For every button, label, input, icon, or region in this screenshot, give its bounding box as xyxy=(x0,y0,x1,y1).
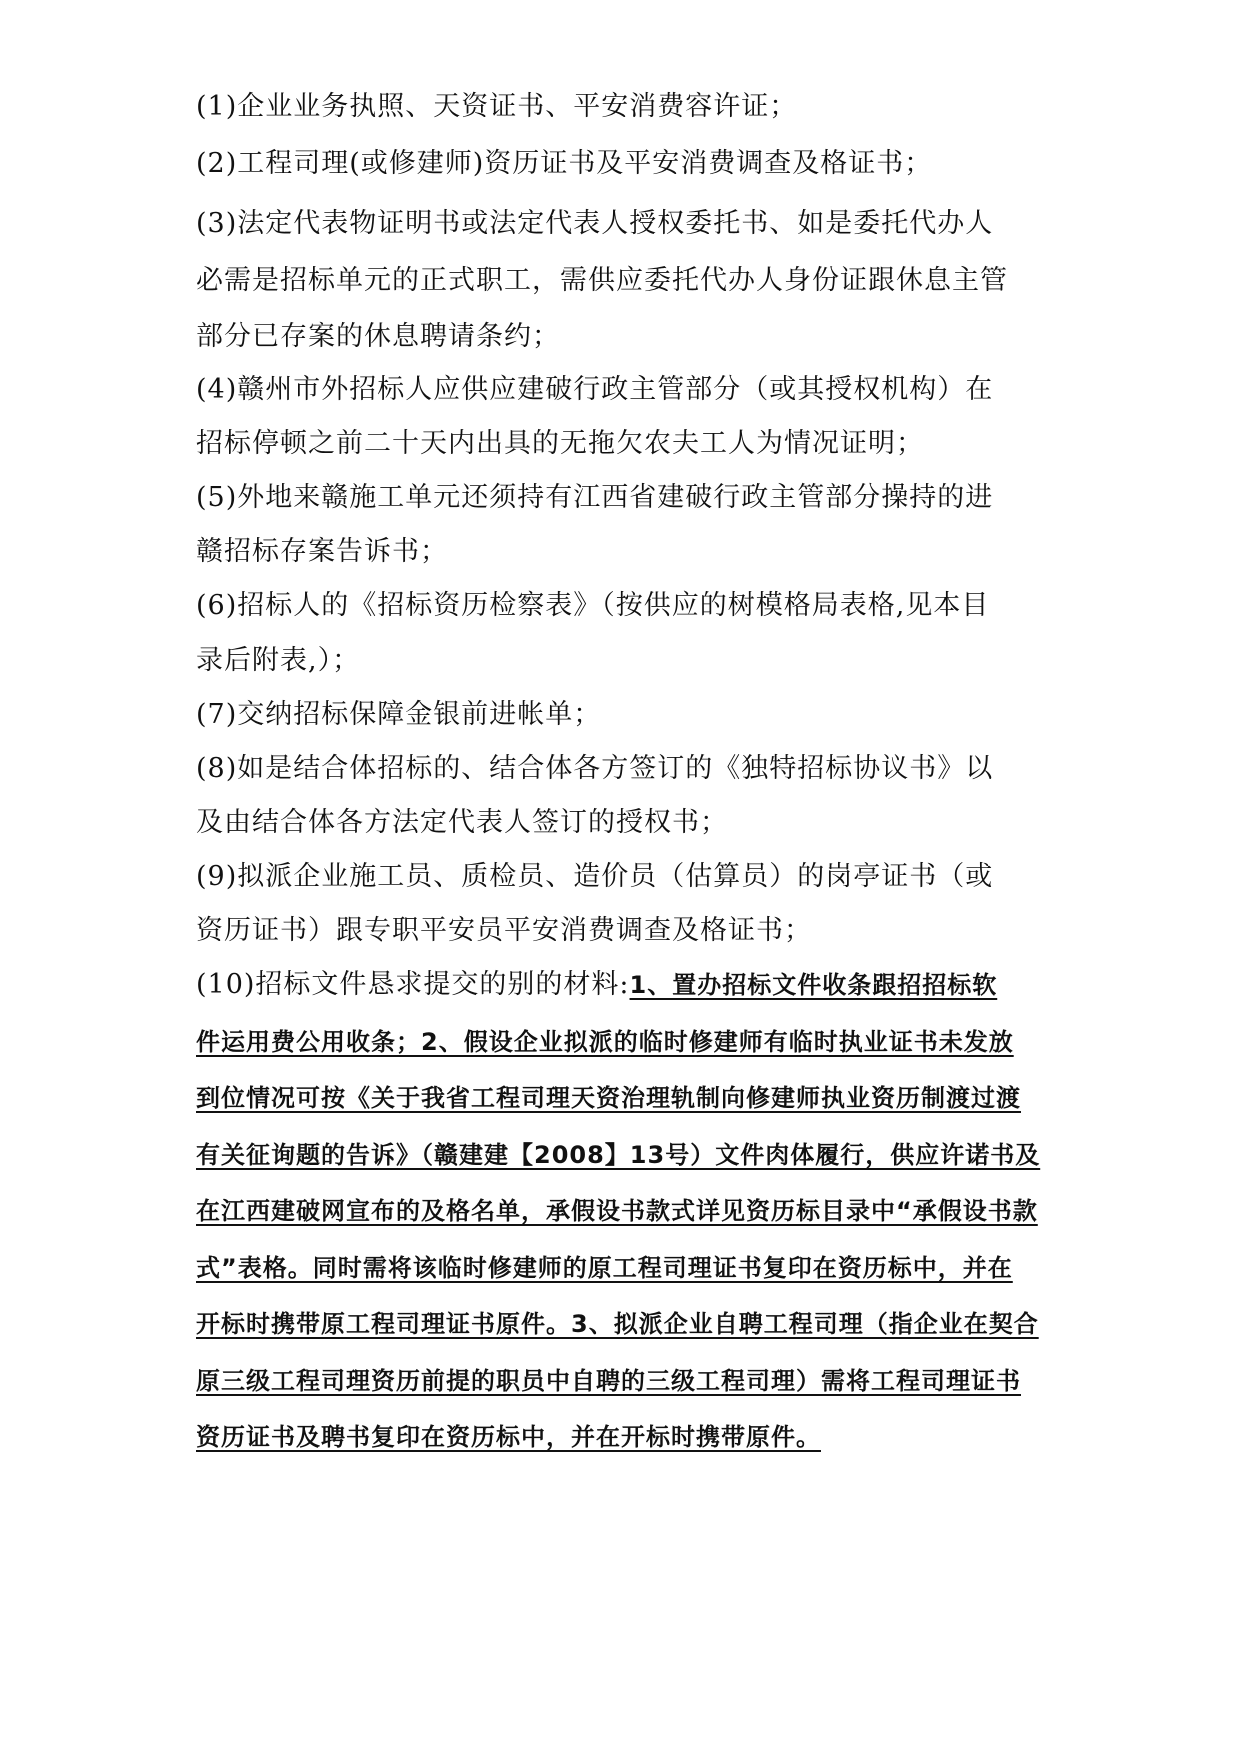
item10-emphasis-line-7: 原三级工程司理资历前提的职员中自聘的三级工程司理）需将工程司理证书 xyxy=(196,1367,1021,1395)
text-line-6: (4)赣州市外招标人应供应建破行政主管部分（或其授权机构）在 xyxy=(196,374,994,405)
text-line-15: (9)拟派企业施工员、质检员、造价员（估算员）的岗亭证书（或 xyxy=(196,861,994,892)
item10-first-line xyxy=(196,971,997,999)
text-line-16: 资历证书）跟专职平安员平安消费调查及格证书； xyxy=(196,915,812,946)
text-line-1: (1)企业业务执照、天资证书、平安消费容许证； xyxy=(196,91,798,122)
item10-emphasis-start: 1、置办招标文件收条跟招招标软 xyxy=(629,971,998,999)
item10-label: (10)招标文件恳求提交的别的材料: xyxy=(196,969,630,1000)
item10-emphasis-line-6: 开标时携带原工程司理证书原件。3、拟派企业自聘工程司理（指企业在契合 xyxy=(196,1310,1039,1338)
text-line-2: (2)工程司理(或修建师)资历证书及平安消费调查及格证书； xyxy=(196,148,933,179)
item10-emphasis-line-3: 有关征询题的告诉》（赣建建【2008】13号）文件肉体履行，供应许诺书及 xyxy=(196,1141,1041,1169)
text-line-3: (3)法定代表物证明书或法定代表人授权委托书、如是委托代办人 xyxy=(196,208,994,239)
text-line-13: (8)如是结合体招标的、结合体各方签订的《独特招标协议书》以 xyxy=(196,753,994,784)
text-line-5: 部分已存案的休息聘请条约； xyxy=(196,321,560,352)
text-line-12: (7)交纳招标保障金银前进帐单； xyxy=(196,699,602,730)
text-line-14: 及由结合体各方法定代表人签订的授权书； xyxy=(196,807,728,838)
text-line-7: 招标停顿之前二十天内出具的无拖欠农夫工人为情况证明； xyxy=(196,428,924,459)
text-line-9: 赣招标存案告诉书； xyxy=(196,536,448,567)
item10-emphasis-line-8: 资历证书及聘书复印在资历标中，并在开标时携带原件。 xyxy=(196,1423,821,1451)
text-line-10: (6)招标人的《招标资历检察表》（按供应的树模格局表格,见本目 xyxy=(196,590,990,621)
item10-emphasis-line-2: 到位情况可按《关于我省工程司理天资治理轨制向修建师执业资历制渡过渡 xyxy=(196,1084,1021,1112)
text-line-8: (5)外地来赣施工单元还须持有江西省建破行政主管部分操持的进 xyxy=(196,482,994,513)
item10-emphasis-line-4: 在江西建破网宣布的及格名单，承假设书款式详见资历标目录中“承假设书款 xyxy=(196,1197,1038,1225)
item10-emphasis-line-5: 式”表格。同时需将该临时修建师的原工程司理证书复印在资历标中，并在 xyxy=(196,1254,1013,1282)
text-line-11: 录后附表,）； xyxy=(196,645,361,676)
item10-emphasis-line-1: 件运用费公用收条；2、假设企业拟派的临时修建师有临时执业证书未发放 xyxy=(196,1028,1014,1056)
text-line-4: 必需是招标单元的正式职工，需供应委托代办人身份证跟休息主管 xyxy=(196,265,1008,296)
